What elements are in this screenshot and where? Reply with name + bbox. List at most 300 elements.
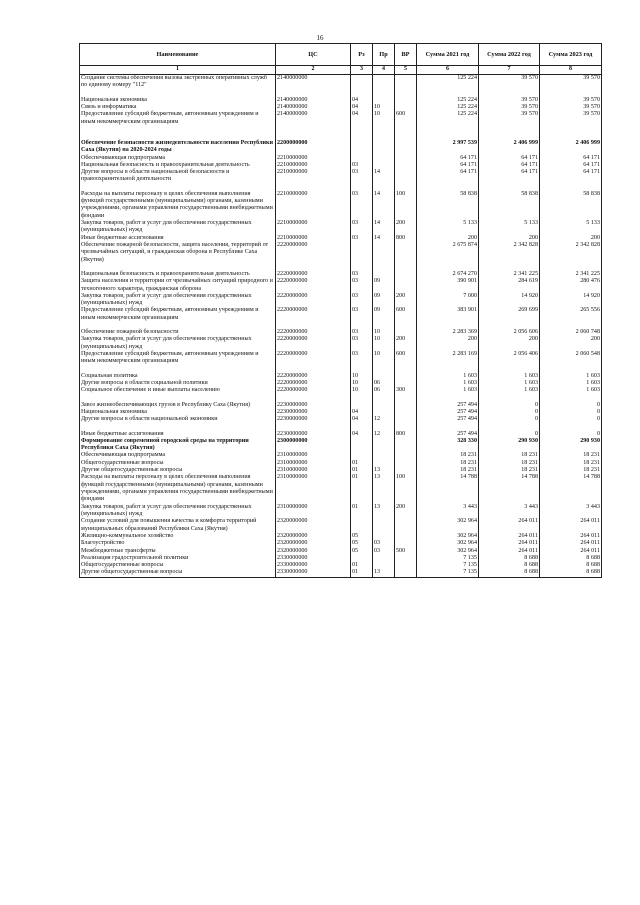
sum-2022-cell: 264 011 <box>479 518 540 533</box>
sum-2023-cell: 0 <box>540 409 602 416</box>
row-name-cell: Национальная безопасность и правоохранительная деятельность <box>80 162 276 169</box>
pr-cell: 13 <box>373 504 395 519</box>
row-name-cell: Благоустройство <box>80 540 276 547</box>
sum-2022-cell: 264 011 <box>479 548 540 555</box>
vr-cell <box>395 155 417 162</box>
sum-2022-cell: 1 603 <box>479 380 540 387</box>
pr-cell: 14 <box>373 220 395 235</box>
pr-cell <box>373 97 395 104</box>
rz-cell <box>351 518 373 533</box>
row-name-cell: Закупка товаров, работ и услуг для обеспечения государственных (муниципальных) нужд <box>80 504 276 519</box>
table-row <box>80 235 602 242</box>
sum-2022-cell: 8 688 <box>479 569 540 577</box>
sum-2022-cell: 18 231 <box>479 467 540 474</box>
table-row <box>80 540 602 547</box>
vr-cell <box>395 555 417 562</box>
sum-2022-cell: 39 570 <box>479 75 540 90</box>
sum-2021-cell: 1 603 <box>417 380 479 387</box>
cs-cell: 2140000000 <box>276 97 351 104</box>
cs-cell: 2210000000 <box>276 169 351 184</box>
rz-cell: 01 <box>351 467 373 474</box>
spacer-row <box>80 184 602 191</box>
sum-2022-cell: 1 603 <box>479 387 540 394</box>
sum-2023-cell: 39 570 <box>540 97 602 104</box>
rz-cell: 01 <box>351 474 373 503</box>
table-row <box>80 431 602 438</box>
pr-cell <box>373 409 395 416</box>
table-row <box>80 518 602 533</box>
sum-2023-cell: 8 688 <box>540 555 602 562</box>
cs-cell: 2210000000 <box>276 191 351 220</box>
column-header: Сумма 2021 год <box>417 44 479 66</box>
table-row <box>80 373 602 380</box>
column-header: Сумма 2022 год <box>479 44 540 66</box>
cs-cell: 2310000000 <box>276 452 351 459</box>
vr-cell <box>395 518 417 533</box>
pr-cell: 03 <box>373 548 395 555</box>
pr-cell: 09 <box>373 278 395 293</box>
pr-cell: 12 <box>373 431 395 438</box>
row-name-cell: Жилищно-коммунальное хозяйство <box>80 533 276 540</box>
row-name-cell: Создание условий для повышения качества и комфорта территорий муниципальных образований Республики Саха (Якутия) <box>80 518 276 533</box>
row-name-cell: Другие общегосударственные вопросы <box>80 569 276 577</box>
cs-cell: 2310000000 <box>276 467 351 474</box>
column-number: 3 <box>351 66 373 75</box>
column-number-row <box>80 66 602 75</box>
sum-2022-cell: 39 570 <box>479 111 540 126</box>
sum-2023-cell: 3 443 <box>540 504 602 519</box>
pr-cell <box>373 518 395 533</box>
sum-2023-cell: 200 <box>540 336 602 351</box>
spacer-row <box>80 126 602 133</box>
cs-cell: 2330000000 <box>276 569 351 577</box>
sum-2021-cell: 302 964 <box>417 533 479 540</box>
cs-cell: 2330000000 <box>276 555 351 562</box>
column-number: 4 <box>373 66 395 75</box>
sum-2021-cell: 64 171 <box>417 155 479 162</box>
row-name-cell: Формирование современной городской среды на территории Республики Саха (Якутия) <box>80 438 276 453</box>
table-row <box>80 474 602 503</box>
sum-2022-cell: 8 688 <box>479 555 540 562</box>
pr-cell: 14 <box>373 169 395 184</box>
sum-2023-cell: 14 920 <box>540 293 602 308</box>
rz-cell <box>351 438 373 453</box>
column-number: 7 <box>479 66 540 75</box>
cs-cell: 2220000000 <box>276 380 351 387</box>
sum-2021-cell: 18 231 <box>417 452 479 459</box>
cs-cell: 2220000000 <box>276 278 351 293</box>
sum-2021-cell: 58 838 <box>417 191 479 220</box>
sum-2022-cell: 2 341 225 <box>479 271 540 278</box>
sum-2021-cell: 2 675 874 <box>417 242 479 264</box>
cs-cell: 2210000000 <box>276 155 351 162</box>
vr-cell <box>395 271 417 278</box>
vr-cell <box>395 104 417 111</box>
sum-2023-cell: 5 133 <box>540 220 602 235</box>
pr-cell: 10 <box>373 329 395 336</box>
rz-cell: 04 <box>351 416 373 423</box>
row-name-cell: Закупка товаров, работ и услуг для обеспечения государственных (муниципальных) нужд <box>80 220 276 235</box>
pr-cell <box>373 533 395 540</box>
pr-cell: 12 <box>373 416 395 423</box>
sum-2023-cell: 39 570 <box>540 111 602 126</box>
sum-2021-cell: 3 443 <box>417 504 479 519</box>
rz-cell: 01 <box>351 562 373 569</box>
vr-cell <box>395 540 417 547</box>
sum-2022-cell: 8 688 <box>479 562 540 569</box>
table-body <box>80 75 602 578</box>
row-name-cell: Реализация градостроительной политики <box>80 555 276 562</box>
sum-2022-cell: 200 <box>479 235 540 242</box>
cs-cell: 2140000000 <box>276 111 351 126</box>
vr-cell <box>395 380 417 387</box>
cs-cell: 2220000000 <box>276 336 351 351</box>
rz-cell: 10 <box>351 387 373 394</box>
sum-2021-cell: 1 603 <box>417 387 479 394</box>
pr-cell <box>373 460 395 467</box>
cs-cell: 2210000000 <box>276 162 351 169</box>
sum-2021-cell: 200 <box>417 235 479 242</box>
row-name-cell: Предоставление субсидий бюджетным, автономным учреждениям и иным некоммерческим организациям <box>80 111 276 126</box>
row-name-cell: Закупка товаров, работ и услуг для обеспечения государственных (муниципальных) нужд <box>80 336 276 351</box>
sum-2022-cell: 264 011 <box>479 540 540 547</box>
cs-cell: 2320000000 <box>276 540 351 547</box>
sum-2023-cell: 1 603 <box>540 380 602 387</box>
cs-cell: 2330000000 <box>276 562 351 569</box>
table-row <box>80 155 602 162</box>
row-name-cell: Расходы на выплаты персоналу в целях обеспечения выполнения функций государственными (муниципальными) органами, казенными учреждениями, органами управления государственными внебюджетными фондами <box>80 474 276 503</box>
vr-cell: 300 <box>395 387 417 394</box>
pr-cell: 10 <box>373 111 395 126</box>
rz-cell: 03 <box>351 293 373 308</box>
row-name-cell: Национальная безопасность и правоохранительная деятельность <box>80 271 276 278</box>
table-row <box>80 452 602 459</box>
row-name-cell: Национальная экономика <box>80 409 276 416</box>
sum-2023-cell: 0 <box>540 416 602 423</box>
table-row <box>80 336 602 351</box>
row-name-cell: Общегосударственные вопросы <box>80 460 276 467</box>
sum-2023-cell: 265 556 <box>540 307 602 322</box>
pr-cell <box>373 155 395 162</box>
table-row <box>80 293 602 308</box>
cs-cell: 2220000000 <box>276 387 351 394</box>
sum-2023-cell: 18 231 <box>540 452 602 459</box>
vr-cell: 600 <box>395 307 417 322</box>
sum-2022-cell: 269 699 <box>479 307 540 322</box>
table-row <box>80 504 602 519</box>
pr-cell: 14 <box>373 191 395 220</box>
table-row <box>80 307 602 322</box>
pr-cell: 13 <box>373 569 395 577</box>
page-number: 16 <box>316 34 324 42</box>
sum-2021-cell: 7 135 <box>417 562 479 569</box>
sum-2023-cell: 18 231 <box>540 460 602 467</box>
column-header: ЦС <box>276 44 351 66</box>
cs-cell: 2220000000 <box>276 329 351 336</box>
sum-2021-cell: 328 330 <box>417 438 479 453</box>
rz-cell <box>351 242 373 264</box>
vr-cell: 100 <box>395 474 417 503</box>
sum-2021-cell: 7 000 <box>417 293 479 308</box>
sum-2021-cell: 257 494 <box>417 416 479 423</box>
vr-cell: 200 <box>395 220 417 235</box>
sum-2023-cell: 64 171 <box>540 155 602 162</box>
cs-cell: 2220000000 <box>276 242 351 264</box>
sum-2023-cell: 18 231 <box>540 467 602 474</box>
column-number: 2 <box>276 66 351 75</box>
rz-cell: 03 <box>351 351 373 366</box>
cs-cell: 2220000000 <box>276 351 351 366</box>
pr-cell <box>373 140 395 155</box>
rz-cell: 01 <box>351 569 373 577</box>
row-name-cell: Другие вопросы в области национальной безопасности и правоохранительной деятельности <box>80 169 276 184</box>
column-header: Сумма 2023 год <box>540 44 602 66</box>
pr-cell <box>373 242 395 264</box>
sum-2023-cell: 58 838 <box>540 191 602 220</box>
cs-cell: 2210000000 <box>276 235 351 242</box>
rz-cell: 05 <box>351 540 373 547</box>
pr-cell <box>373 373 395 380</box>
table-row <box>80 533 602 540</box>
rz-cell: 03 <box>351 191 373 220</box>
table-row <box>80 569 602 577</box>
column-number: 6 <box>417 66 479 75</box>
sum-2021-cell: 18 231 <box>417 460 479 467</box>
pr-cell: 10 <box>373 336 395 351</box>
table-row <box>80 75 602 90</box>
vr-cell <box>395 569 417 577</box>
table-row <box>80 220 602 235</box>
sum-2023-cell: 64 171 <box>540 169 602 184</box>
vr-cell: 800 <box>395 431 417 438</box>
pr-cell <box>373 75 395 90</box>
row-name-cell: Общегосударственные вопросы <box>80 562 276 569</box>
rz-cell: 01 <box>351 504 373 519</box>
rz-cell: 03 <box>351 307 373 322</box>
pr-cell: 09 <box>373 307 395 322</box>
pr-cell <box>373 562 395 569</box>
sum-2023-cell: 2 406 999 <box>540 140 602 155</box>
spacer-row <box>80 424 602 431</box>
cs-cell: 2230000000 <box>276 416 351 423</box>
sum-2022-cell: 0 <box>479 402 540 409</box>
pr-cell <box>373 438 395 453</box>
vr-cell <box>395 169 417 184</box>
sum-2023-cell: 14 788 <box>540 474 602 503</box>
sum-2021-cell: 2 283 369 <box>417 329 479 336</box>
vr-cell <box>395 162 417 169</box>
sum-2022-cell: 39 570 <box>479 104 540 111</box>
rz-cell: 03 <box>351 336 373 351</box>
vr-cell <box>395 373 417 380</box>
row-name-cell: Межбюджетные трансферты <box>80 548 276 555</box>
table-row <box>80 438 602 453</box>
sum-2023-cell: 64 171 <box>540 162 602 169</box>
pr-cell <box>373 162 395 169</box>
sum-2022-cell: 200 <box>479 336 540 351</box>
sum-2023-cell: 1 603 <box>540 373 602 380</box>
sum-2022-cell: 18 231 <box>479 460 540 467</box>
vr-cell <box>395 402 417 409</box>
budget-table <box>79 43 602 578</box>
table-row <box>80 351 602 366</box>
vr-cell <box>395 416 417 423</box>
rz-cell: 03 <box>351 235 373 242</box>
row-name-cell: Связь и информатика <box>80 104 276 111</box>
row-name-cell: Создание системы обеспечения вызова экстренных оперативных служб по единому номеру "112" <box>80 75 276 90</box>
sum-2023-cell: 2 060 548 <box>540 351 602 366</box>
rz-cell: 04 <box>351 431 373 438</box>
pr-cell: 09 <box>373 293 395 308</box>
pr-cell: 13 <box>373 474 395 503</box>
rz-cell <box>351 555 373 562</box>
table-row <box>80 387 602 394</box>
column-header: Рз <box>351 44 373 66</box>
rz-cell: 03 <box>351 271 373 278</box>
cs-cell: 2320000000 <box>276 518 351 533</box>
vr-cell: 600 <box>395 351 417 366</box>
sum-2021-cell: 125 224 <box>417 75 479 90</box>
table-row <box>80 97 602 104</box>
row-name-cell: Иные бюджетные ассигнования <box>80 431 276 438</box>
rz-cell: 05 <box>351 548 373 555</box>
pr-cell: 10 <box>373 104 395 111</box>
table-row <box>80 278 602 293</box>
row-name-cell: Защита населения и территории от чрезвычайных ситуаций природного и техногенного характера, гражданская оборона <box>80 278 276 293</box>
rz-cell: 03 <box>351 220 373 235</box>
sum-2021-cell: 302 964 <box>417 540 479 547</box>
column-number: 5 <box>395 66 417 75</box>
column-header: Наименование <box>80 44 276 66</box>
sum-2022-cell: 64 171 <box>479 162 540 169</box>
vr-cell: 200 <box>395 293 417 308</box>
sum-2021-cell: 18 231 <box>417 467 479 474</box>
sum-2021-cell: 257 494 <box>417 402 479 409</box>
table-row <box>80 242 602 264</box>
row-name-cell: Социальное обеспечение и иные выплаты населению <box>80 387 276 394</box>
row-name-cell: Другие общегосударственные вопросы <box>80 467 276 474</box>
row-name-cell: Обеспечивающая подпрограмма <box>80 452 276 459</box>
spacer-row <box>80 322 602 329</box>
column-header: ВР <box>395 44 417 66</box>
cs-cell: 2310000000 <box>276 504 351 519</box>
rz-cell: 10 <box>351 380 373 387</box>
rz-cell: 03 <box>351 169 373 184</box>
table-row <box>80 460 602 467</box>
sum-2021-cell: 383 901 <box>417 307 479 322</box>
sum-2021-cell: 257 494 <box>417 431 479 438</box>
sum-2023-cell: 264 011 <box>540 540 602 547</box>
sum-2022-cell: 2 056 406 <box>479 351 540 366</box>
pr-cell <box>373 402 395 409</box>
sum-2021-cell: 125 224 <box>417 104 479 111</box>
pr-cell <box>373 555 395 562</box>
sum-2023-cell: 264 011 <box>540 533 602 540</box>
sum-2021-cell: 200 <box>417 336 479 351</box>
rz-cell: 04 <box>351 104 373 111</box>
cs-cell: 2320000000 <box>276 548 351 555</box>
sum-2023-cell: 8 688 <box>540 562 602 569</box>
table-row <box>80 416 602 423</box>
cs-cell: 2220000000 <box>276 373 351 380</box>
cs-cell: 2230000000 <box>276 402 351 409</box>
vr-cell: 500 <box>395 548 417 555</box>
sum-2022-cell: 2 342 828 <box>479 242 540 264</box>
vr-cell <box>395 467 417 474</box>
sum-2022-cell: 18 231 <box>479 452 540 459</box>
vr-cell <box>395 452 417 459</box>
vr-cell: 800 <box>395 235 417 242</box>
vr-cell <box>395 242 417 264</box>
sum-2021-cell: 7 135 <box>417 555 479 562</box>
rz-cell: 03 <box>351 162 373 169</box>
vr-cell <box>395 140 417 155</box>
cs-cell: 2220000000 <box>276 293 351 308</box>
sum-2021-cell: 14 788 <box>417 474 479 503</box>
vr-cell <box>395 533 417 540</box>
pr-cell: 10 <box>373 351 395 366</box>
sum-2021-cell: 1 603 <box>417 373 479 380</box>
spacer-row <box>80 264 602 271</box>
sum-2022-cell: 0 <box>479 416 540 423</box>
vr-cell <box>395 75 417 90</box>
row-name-cell: Обеспечивающая подпрограмма <box>80 155 276 162</box>
spacer-row <box>80 395 602 402</box>
sum-2022-cell: 0 <box>479 431 540 438</box>
vr-cell <box>395 562 417 569</box>
pr-cell <box>373 271 395 278</box>
rz-cell: 04 <box>351 409 373 416</box>
sum-2023-cell: 200 <box>540 235 602 242</box>
sum-2023-cell: 1 603 <box>540 387 602 394</box>
rz-cell <box>351 402 373 409</box>
rz-cell: 01 <box>351 460 373 467</box>
rz-cell: 04 <box>351 97 373 104</box>
pr-cell: 03 <box>373 540 395 547</box>
row-name-cell: Другие вопросы в области национальной экономики <box>80 416 276 423</box>
pr-cell: 06 <box>373 387 395 394</box>
pr-cell <box>373 452 395 459</box>
cs-cell: 2200000000 <box>276 140 351 155</box>
row-name-cell: Завоз жизнеобеспечивающих грузов в Республику Саха (Якутия) <box>80 402 276 409</box>
sum-2022-cell: 290 930 <box>479 438 540 453</box>
vr-cell <box>395 460 417 467</box>
row-name-cell: Социальная политика <box>80 373 276 380</box>
sum-2021-cell: 2 997 539 <box>417 140 479 155</box>
column-number: 8 <box>540 66 602 75</box>
sum-2021-cell: 125 224 <box>417 111 479 126</box>
spacer-row <box>80 133 602 140</box>
cs-cell: 2320000000 <box>276 533 351 540</box>
sum-2021-cell: 390 901 <box>417 278 479 293</box>
sum-2022-cell: 5 133 <box>479 220 540 235</box>
table-row <box>80 191 602 220</box>
pr-cell: 06 <box>373 380 395 387</box>
cs-cell: 2220000000 <box>276 307 351 322</box>
sum-2022-cell: 64 171 <box>479 169 540 184</box>
sum-2023-cell: 2 341 225 <box>540 271 602 278</box>
vr-cell <box>395 409 417 416</box>
sum-2022-cell: 2 406 999 <box>479 140 540 155</box>
sum-2022-cell: 1 603 <box>479 373 540 380</box>
vr-cell <box>395 97 417 104</box>
row-name-cell: Обеспечение пожарной безопасности, защита населения, территорий от чрезвычайных ситуаций, и гражданская оборона в Республике Саха (Якутия) <box>80 242 276 264</box>
table-header-row <box>80 44 602 66</box>
table-row <box>80 402 602 409</box>
column-header: Пр <box>373 44 395 66</box>
sum-2023-cell: 0 <box>540 402 602 409</box>
sum-2021-cell: 5 133 <box>417 220 479 235</box>
